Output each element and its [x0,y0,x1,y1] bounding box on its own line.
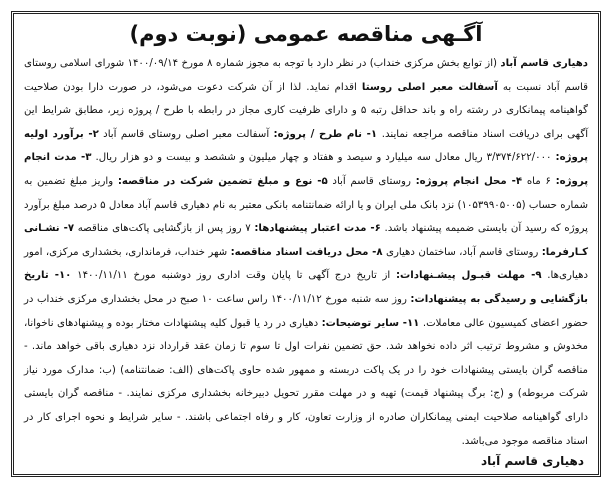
project-subject: آسفالت معبر اصلی روستا [361,81,498,93]
intro-text-2: اقدام نماید. لذا از آن شرکت دعوت می‌شود، در صورت دارا بودن صلاحیت گواهینامه پیمانکاری در رشته راه و باند حداقل رتبه ۵ و دارای ظرفیت کاری مجاز در رابطه با طرح / پروژه زیر، مطابق شرایط این آگهی برای دریافت اسناد مناقصه مراجعه نمایند. [24,81,589,140]
item-11-label: ۱۱- سایر توضیحات: [321,317,420,329]
item-7-text: روستای قاسم آباد، ساختمان دهیاری [382,246,542,258]
item-3-text: ۶ ماه [522,175,556,187]
item-10-text: روز سه شنبه مورخ ۱۴۰۰/۱۱/۱۲ راس ساعت ۱۰ صبح در محل بخشداری مرکزی خنداب در حضور اعضای کمیسیون عالی معاملات. [24,293,589,329]
intro-text-1: (از توابع بخش مرکزی خنداب) در نظر دارد با توجه به مجوز شماره ۸ مورخ ۱۴۰۰/۰۹/۱۴ شورای اسلامی روستای قاسم آباد نسبت به [24,58,588,93]
item-8-text: شهر خنداب، فرمانداری، بخشداری مرکزی، امور دهیاری‌ها. [24,246,588,282]
item-9-text: از تاریخ درج آگهی تا پایان وقت اداری روز دوشنبه مورخ ۱۴۰۰/۱۱/۱۱ [71,270,396,282]
item-6-text: ۷ روز پس از بازگشایی پاکت‌های مناقصه [74,223,255,235]
item-4-text: روستای قاسم آباد [327,175,416,187]
item-6-label: ۶- مدت اعتبار پیشنهادها: [254,223,381,235]
item-8-label: ۸- محل دریافت اسناد مناقصه: [230,246,383,258]
item-5-label: ۵- نوع و مبلغ تضمین شرکت در مناقصه: [117,175,328,187]
item-10-label: ۱۰- تاریخ بازگشایی و رسیدگی به پیشنهادات: [24,270,588,305]
item-3-label: ۳- مدت انجام پروژه: [24,152,589,187]
item-11-text: دهیاری در رد یا قبول کلیه پیشنهادات مختار بوده و پیشنهادهای ناخوانا، مخدوش و مشروط ترتیب اثر داده نخواهد شد. حق تضمین نفرات اول تا سوم تا زمان عقد قرارداد نزد دهیاری باقی خواهد ماند. - مناقصه گران بایستی پیشنهادات خود را در یک پاکت دربسته و ممهور شده حاوی پاکت‌های (الف: ضمانتنامه) (ب: مدارک مورد نیاز شرکت مربوطه) و (ج: برگ پیشنهاد قیمت) تهیه و در مهلت مقرر تحویل دبیرخانه بخشداری مرکزی نمایند. - مناقصه گران بایستی دارای گواهینامه صلاحیت ایمنی پیمانکاران صادره از وزارت تعاون، کار و رفاه اجتماعی باشند. - سایر شرایط و نحوه اجرای کار در اسناد مناقصه موجود می‌باشد. [24,317,588,447]
item-5-text: واریز مبلغ تضمین به شماره حساب (۱۰۵۳۹۹۰۵۰۰۵) نزد بانک ملی ایران و یا ارائه ضمانتنامه بانکی معتبر به نام دهیاری قاسم آباد معادل ۵ درصد مبلغ برآورد پروژه که رسید آن بایستی ضمیمه پیشنهاد باشد. [24,175,588,235]
item-2-label: ۲- برآورد اولیه پروژه: [24,128,588,164]
notice-frame [11,11,601,477]
notice-body [24,52,588,453]
item-1-text: آسفالت معبر اصلی روستای قاسم آباد [98,128,274,140]
organizer-name: دهیاری قاسم آباد [500,58,588,69]
item-4-label: ۴- محل انجام پروژه: [415,175,523,187]
item-2-text: ۳/۳۷۴/۶۲۲/۰۰۰ ریال معادل سه میلیارد و سیصد و هفتاد و چهار میلیون و ششصد و بیست و دو هزار ریال. [91,152,556,164]
notice-title: آگـهی مناقصه عمومی (نوبت دوم) [129,22,483,46]
item-1-label: ۱- نام طرح / پروژه: [273,128,382,140]
item-7-label: ۷- نشـانی کـارفرما: [24,223,588,258]
signature: دهیاری قاسم آباد [480,454,584,468]
item-9-label: ۹- مهلت قبـول پیشـنهادات: [395,270,542,282]
